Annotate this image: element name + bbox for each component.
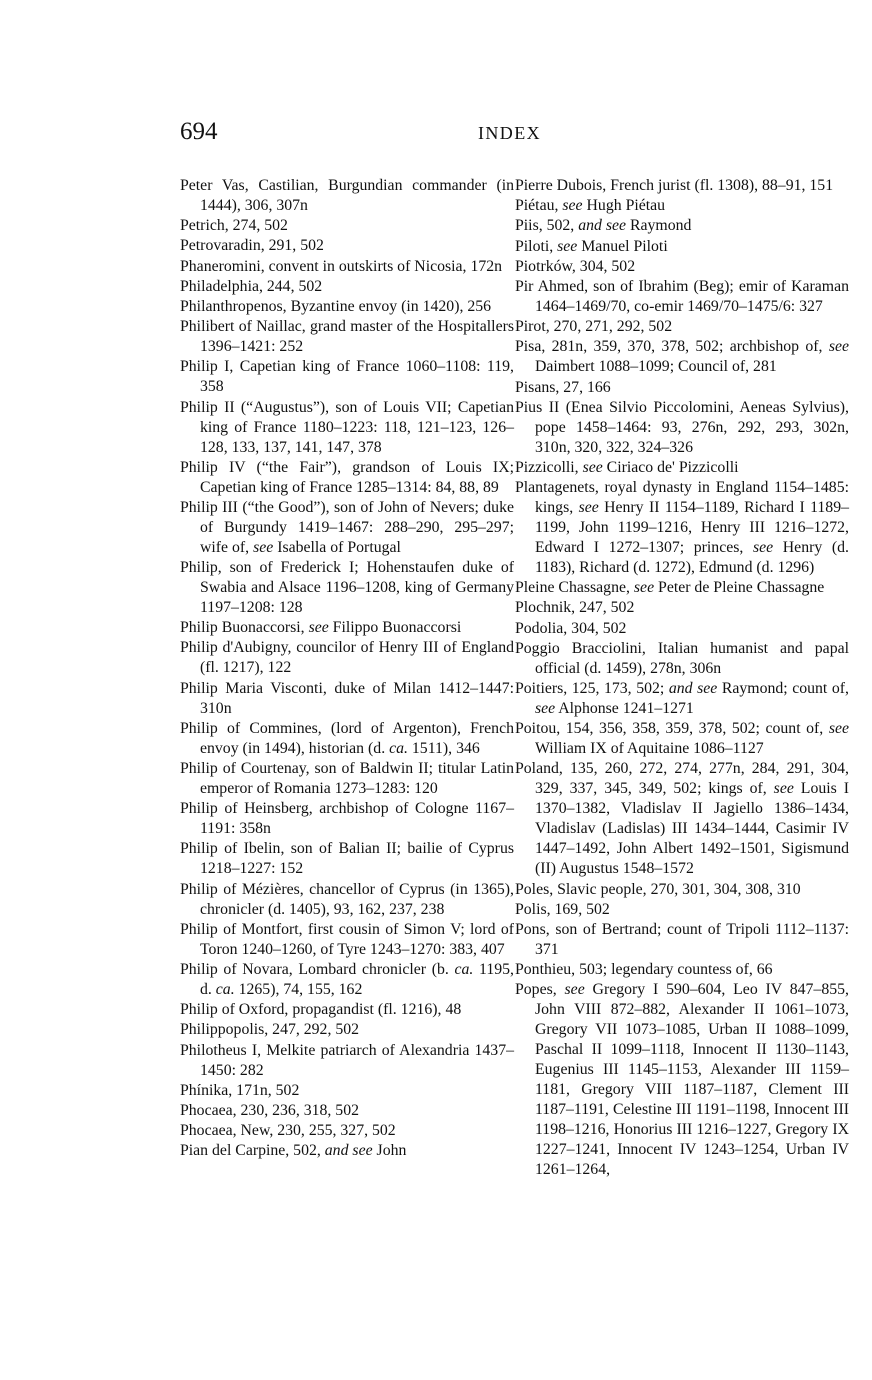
page-number: 694	[180, 118, 218, 145]
index-entry: Poland, 135, 260, 272, 274, 277n, 284, 291, 304, 329, 337, 345, 349, 502; kings of, see Louis I 1370–1382, Vladislav II Jagiello 1386–1434, Vladislav (Ladislas) III 1434–1444, Casimir IV 1447–1492, John Albert 1492–1501, Sigismund (II) Augustus 1548–1572	[515, 760, 849, 878]
index-entry: Philip of Commines, (lord of Argenton), French envoy (in 1494), historian (d. ca. 1511), 346	[180, 719, 514, 757]
index-entry: Philip of Courtenay, son of Baldwin II; titular Latin emperor of Romania 1273–1283: 120	[180, 760, 514, 797]
index-entry: Philip IV (“the Fair”), grandson of Louis IX; Capetian king of France 1285–1314: 84, 88, 89	[180, 458, 514, 496]
index-entry: Piis, 502, and see Raymond	[515, 217, 692, 235]
index-entry: Polis, 169, 502	[515, 900, 610, 918]
index-entry: Pir Ahmed, son of Ibrahim (Beg); emir of Karaman 1464–1469/70, co-emir 1469/70–1475/6: 327	[515, 277, 849, 315]
index-entry: Peter Vas, Castilian, Burgundian commander (in 1444), 306, 307n	[180, 177, 514, 214]
index-entry: Phaneromini, convent in outskirts of Nicosia, 172n	[180, 257, 503, 275]
index-entry: Philanthropenos, Byzantine envoy (in 1420), 256	[180, 297, 492, 315]
index-entry: Phínika, 171n, 502	[180, 1081, 300, 1099]
index-entry: Piloti, see Manuel Piloti	[515, 237, 668, 255]
index-entry: Pisans, 27, 166	[515, 378, 611, 396]
index-entry: Philip of Novara, Lombard chronicler (b. ca. 1195, d. ca. 1265), 74, 155, 162	[180, 960, 514, 998]
index-entry: Philip Maria Visconti, duke of Milan 1412–1447: 310n	[180, 679, 514, 717]
index-entry: Philip of Mézières, chancellor of Cyprus (in 1365), chronicler (d. 1405), 93, 162, 237, 238	[180, 880, 514, 918]
index-column-right	[515, 176, 849, 1181]
index-entry: Philotheus I, Melkite patriarch of Alexandria 1437–1450: 282	[180, 1041, 514, 1079]
index-entry: Poitiers, 125, 173, 502; and see Raymond; count of, see Alphonse 1241–1271	[515, 680, 849, 717]
index-entry: Plantagenets, royal dynasty in England 1154–1485: kings, see Henry II 1154–1189, Richard I 1189–1199, John 1199–1216, Henry III 1216–1272, Edward I 1272–1307; princes, see Henry (d. 1183), Richard (d. 1272), Edmund (d. 1296)	[515, 479, 849, 577]
index-entry: Philip I, Capetian king of France 1060–1108: 119, 358	[180, 358, 514, 396]
index-entry: Philip III (“the Good”), son of John of Nevers; duke of Burgundy 1419–1467: 288–290, 295–297; wife of, see Isabella of Portugal	[180, 498, 514, 556]
index-entry: Podolia, 304, 502	[515, 619, 627, 637]
index-entry: Piétau, see Hugh Piétau	[515, 197, 666, 215]
index-entry: Philip of Oxford, propagandist (fl. 1216), 48	[180, 1001, 462, 1019]
index-entry: Pizzicolli, see Ciriaco de' Pizzicolli	[515, 458, 739, 476]
index-entry: Philip II (“Augustus”), son of Louis VII; Capetian king of France 1180–1223: 118, 121–123, 126–128, 133, 137, 141, 147, 378	[180, 398, 514, 456]
index-entry: Petrich, 274, 502	[180, 217, 288, 235]
running-head: INDEX	[478, 123, 541, 143]
index-entry: Pisa, 281n, 359, 370, 378, 502; archbishop of, see Daimbert 1088–1099; Council of, 281	[515, 338, 849, 376]
index-entry: Petrovaradin, 291, 502	[180, 237, 324, 255]
index-entry: Pons, son of Bertrand; count of Tripoli 1112–1137: 371	[515, 920, 849, 958]
index-entry: Phocaea, New, 230, 255, 327, 502	[180, 1122, 396, 1140]
index-entry: Pirot, 270, 271, 292, 502	[515, 318, 673, 336]
index-entry: Pleine Chassagne, see Peter de Pleine Chassagne	[515, 579, 825, 597]
index-entry: Plochnik, 247, 502	[515, 599, 635, 617]
index-entry: Piotrków, 304, 502	[515, 257, 636, 275]
index-entry: Philip of Ibelin, son of Balian II; bailie of Cyprus 1218–1227: 152	[180, 840, 514, 878]
index-entry: Philadelphia, 244, 502	[180, 277, 323, 295]
index-entry: Poggio Bracciolini, Italian humanist and papal official (d. 1459), 278n, 306n	[515, 639, 849, 677]
index-entry: Pian del Carpine, 502, and see John	[180, 1142, 407, 1160]
index-entry: Philip of Montfort, first cousin of Simon V; lord of Toron 1240–1260, of Tyre 1243–1270: 383, 407	[180, 920, 514, 958]
index-entry: Pius II (Enea Silvio Piccolomini, Aeneas Sylvius), pope 1458–1464: 93, 276n, 292, 293, 302n, 310n, 320, 322, 324–326	[515, 398, 849, 456]
index-entry: Popes, see Gregory I 590–604, Leo IV 847–855, John VIII 872–882, Alexander II 1061–1073, Gregory VII 1073–1085, Urban II 1088–1099, Paschal II 1099–1118, Innocent II 1130–1143, Eugenius III 1145–1153, Alexander III 1159–1181, Gregory VIII 1187–1187, Clement III 1187–1191, Celestine III 1191–1198, Innocent III 1198–1216, Honorius III 1216–1227, Gregory IX 1227–1241, Innocent IV 1243–1254, Urban IV 1261–1264,	[515, 981, 850, 1179]
index-entry: Philip Buonaccorsi, see Filippo Buonaccorsi	[180, 619, 462, 637]
index-entry: Philip, son of Frederick I; Hohenstaufen duke of Swabia and Alsace 1196–1208, king of Germany 1197–1208: 128	[180, 559, 514, 617]
index-entry: Poitou, 154, 356, 358, 359, 378, 502; count of, see William IX of Aquitaine 1086–1127	[515, 720, 849, 758]
index-entry: Phocaea, 230, 236, 318, 502	[180, 1101, 360, 1119]
index-entry: Pierre Dubois, French jurist (fl. 1308), 88–91, 151	[515, 177, 834, 194]
index-entry: Philip d'Aubigny, councilor of Henry III of England (fl. 1217), 122	[180, 639, 514, 677]
index-entry: Poles, Slavic people, 270, 301, 304, 308, 310	[515, 880, 801, 898]
index-column-left	[180, 176, 514, 1161]
index-entry: Ponthieu, 503; legendary countess of, 66	[515, 961, 773, 979]
index-entry: Philip of Heinsberg, archbishop of Cologne 1167–1191: 358n	[180, 800, 514, 838]
index-entry: Philippopolis, 247, 292, 502	[180, 1021, 360, 1039]
index-entry: Philibert of Naillac, grand master of the Hospitallers 1396–1421: 252	[180, 318, 514, 356]
